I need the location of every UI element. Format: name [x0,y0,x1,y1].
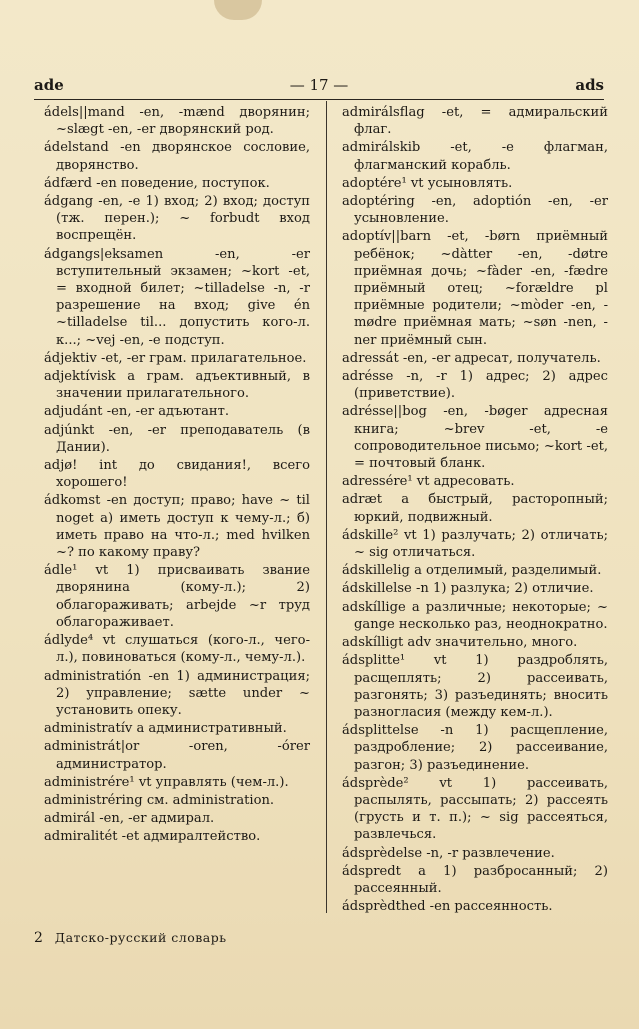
dictionary-entry: admirálskib -et, -e флагман, флагманский корабль. [342,140,608,173]
sheet-number: 2 [34,930,43,946]
dictionary-entry: adskílligt adv значительно, много. [342,635,578,651]
page-footer [34,930,227,946]
column-divider [326,101,327,913]
dictionary-entry: ádskille² vt 1) разлучать; 2) отличать; ~ sig отличаться. [342,527,608,561]
dictionary-entry: adoptére¹ vt усыновлять. [342,175,513,191]
page-tab-notch [214,0,262,20]
dictionary-entry: adjúnkt -en, -er преподаватель (в Дании). [44,422,310,455]
header-rule [34,99,604,100]
dictionary-entry: ádsprèdthed -en рассеянность. [342,899,553,915]
dictionary-entry: adræt a быстрый, расторопный; юркий, подвижный. [342,492,608,525]
dictionary-entry: ádsprède² vt 1) рассеивать, распылять, рассыпать; 2) рассеять (грусть и т. п.); ~ sig рассеяться, развлечься. [342,775,608,843]
dictionary-entry: ádjektiv -et, -er грам. прилагательное. [44,350,307,366]
dictionary-entry: administratión -en 1) администрация; 2) управление; sætte under ~ установить опеку. [44,668,310,718]
dictionary-entry: administratív a административный. [44,721,287,737]
dictionary-entry: ádgangs|eksamen -en, -er вступительный экзамен; ~kort -et, = входной билет; ~tilladelse -n, -r разрешение на вход; give én ~tilladelse til... допустить кого-л. к...; ~vej -en, -e подступ. [44,246,310,348]
dictionary-entry: admirál -en, -er адмирал. [44,811,215,827]
dictionary-entry: ádle¹ vt 1) присваивать звание дворянина (кому-л.); 2) облагораживать; arbejde ~r труд облагораживает. [44,563,310,630]
dictionary-entry: adressére¹ vt адресовать. [342,474,515,490]
dictionary-entry: ádskillelse -n 1) разлука; 2) отличие. [342,581,594,597]
right-guide-word: ads [575,76,604,94]
dictionary-entry: adoptív||barn -et, -børn приёмный ребёнок; ~dàtter -en, -døtre приёмная дочь; ~fàder -en, -fædre приёмный отец; ~forældre pl приёмные родители; ~mòder -en, -mødre приёмная мать; ~søn -nen, -ner приёмный сын. [342,229,608,348]
dictionary-entry: administrére¹ vt управлять (чем-л.). [44,774,289,790]
dictionary-entry: admirálsflag -et, = адмиральский флаг. [342,105,608,138]
dictionary-entry: ádlyde⁴ vt слушаться (кого-л., чего-л.), повиноваться (кому-л., чему-л.). [44,633,310,666]
book-title: Датско-русский словарь [54,930,227,945]
dictionary-entry: admiralitét -et адмиралтейство. [44,829,261,845]
dictionary-entry: administréring см. administration. [44,792,275,808]
dictionary-entry: ádskillelig a отделимый, разделимый. [342,563,602,579]
dictionary-entry: ádsplitte¹ vt 1) раздроблять, расщеплять; 2) рассеивать, разгонять; 3) разъединять; вносить разногласия (между кем-л.). [342,653,608,720]
dictionary-entry: administrát|or -oren, -órer администратор. [44,739,310,772]
dictionary-entry: adoptéring -en, adoptión -en, -er усыновление. [342,194,608,227]
dictionary-entry: adressát -en, -er адресат, получатель. [342,350,601,366]
left-column [44,104,310,904]
dictionary-entry: ádsprèdelse -n, -r развлечение. [342,845,555,861]
dictionary-entry: ádspredt a 1) разбросанный; 2) рассеянный. [342,863,608,896]
page-header [34,76,604,98]
dictionary-entry: ádfærd -en поведение, поступок. [44,175,270,191]
dictionary-entry: adjudánt -en, -er адъютант. [44,404,230,420]
dictionary-entry: ádelstand -en дворянское сословие, дворянство. [44,140,310,173]
left-guide-word: ade [34,76,64,94]
dictionary-entry: ádsplittelse -n 1) расщепление, раздробление; 2) рассеивание, разгон; 3) разъединение. [342,723,608,773]
dictionary-entry: adjektívisk a грам. адъективный, в значении прилагательного. [44,369,310,402]
dictionary-entry: adskíllige a различные; некоторые; ~ gange несколько раз, неоднократно. [342,599,608,632]
right-column [342,104,608,915]
dictionary-entry: ádels||mand -en, -mænd дворянин; ~slægt -en, -er дворянский род. [44,105,310,138]
page-number: — 17 — [289,76,349,94]
dictionary-entry: ádgang -en, -e 1) вход; 2) вход; доступ (тж. перен.); ~ forbudt вход воспрещён. [44,194,310,244]
dictionary-entry: adrésse||bog -en, -bøger адресная книга; ~brev -et, -e сопроводительное письмо; ~kort -et, = почтовый бланк. [342,404,608,472]
dictionary-entry: adjø! int до свидания!, всего хорошего! [44,458,310,491]
dictionary-entry: ádkomst -en доступ; право; have ~ til noget a) иметь доступ к чему-л.; б) иметь право на что-л.; med hvilken ~? по какому праву? [44,493,310,561]
dictionary-entry: adrésse -n, -r 1) адрес; 2) адрес (приветствие). [342,369,608,402]
